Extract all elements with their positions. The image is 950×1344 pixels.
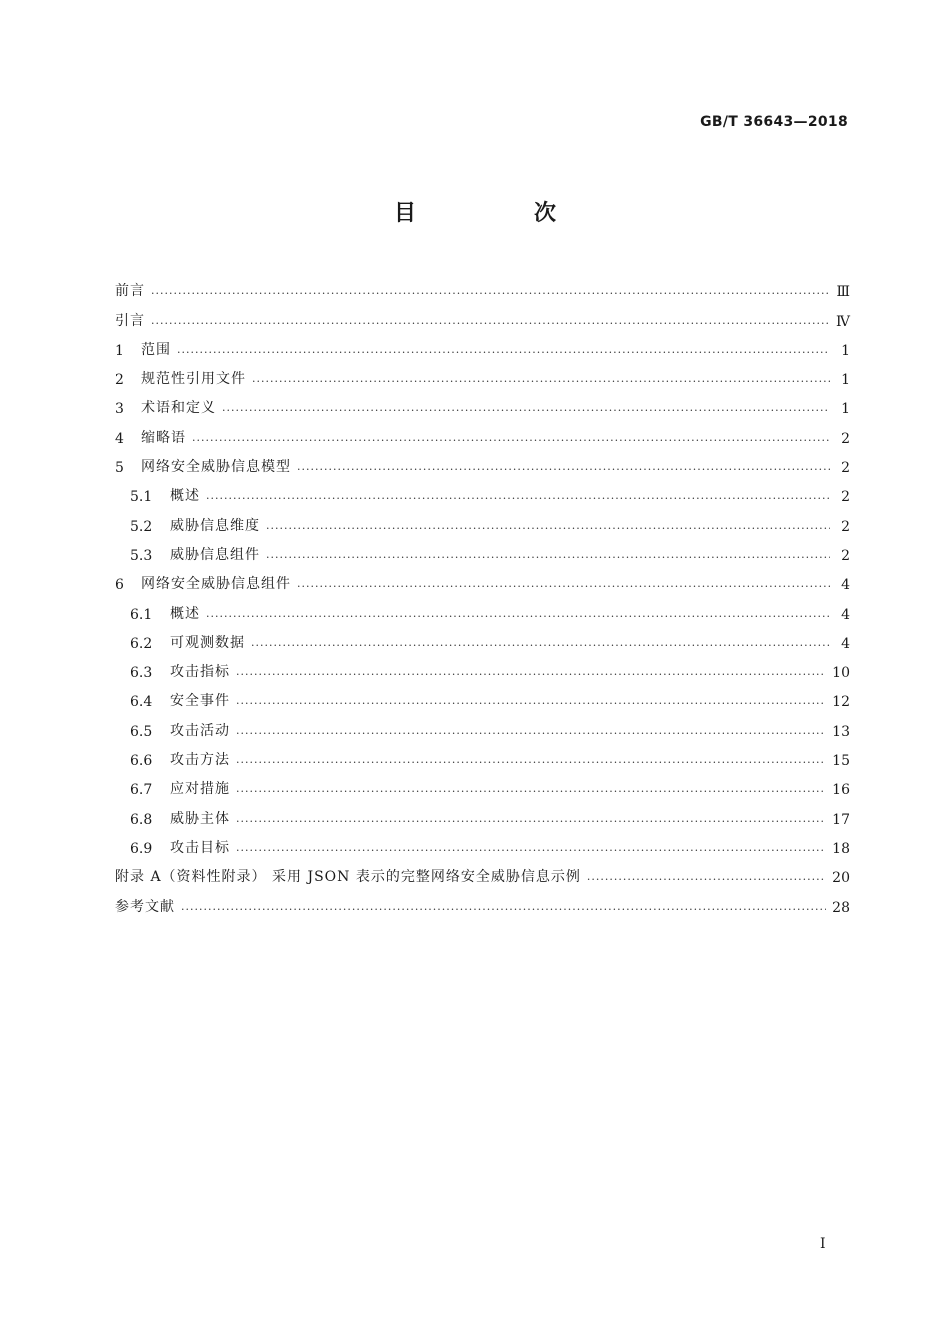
toc-dot-leader — [236, 668, 826, 681]
toc-entry-page: 2 — [841, 430, 850, 447]
toc-entry-page: 2 — [841, 460, 850, 477]
toc-entry-page: 2 — [841, 547, 850, 564]
toc-entry[interactable] — [115, 388, 850, 417]
toc-entry-page: 10 — [832, 665, 850, 682]
toc-entry-page: 17 — [832, 811, 850, 828]
toc-entry-label: 术语和定义 — [141, 400, 216, 417]
toc-entry[interactable] — [115, 769, 850, 798]
toc-entry[interactable] — [115, 505, 850, 534]
toc-dot-leader — [251, 639, 830, 652]
toc-entry-number: 5.2 — [130, 518, 153, 535]
page-title: 目 次 — [393, 201, 604, 226]
toc-entry-number: 6.2 — [130, 635, 153, 652]
toc-entry-label: 附录 A（资料性附录） 采用 JSON 表示的完整网络安全威胁信息示例 — [115, 869, 581, 886]
toc-dot-leader — [236, 844, 826, 857]
toc-entry-number: 3 — [115, 401, 124, 418]
toc-entry-page: 12 — [832, 694, 850, 711]
toc-entry-label: 威胁信息维度 — [170, 517, 260, 534]
toc-entry-page: 20 — [832, 870, 850, 887]
toc-entry[interactable] — [115, 798, 850, 827]
toc-entry-label: 攻击目标 — [170, 839, 230, 856]
toc-dot-leader — [181, 903, 826, 916]
toc-entry-page: 2 — [841, 489, 850, 506]
toc-dot-leader — [266, 522, 830, 535]
toc-entry-page: 4 — [841, 635, 850, 652]
toc-entry-page: 13 — [832, 723, 850, 740]
toc-entry-page: 18 — [832, 840, 850, 857]
toc-entry-label: 缩略语 — [141, 429, 186, 446]
toc-entry[interactable] — [115, 476, 850, 505]
toc-entry-label: 概述 — [170, 605, 200, 622]
toc-entry-number: 5.1 — [130, 489, 153, 506]
toc-entry-number: 6.9 — [130, 840, 153, 857]
toc-entry[interactable] — [115, 623, 850, 652]
toc-entry-label: 范围 — [141, 341, 171, 358]
toc-entry-number: 5 — [115, 460, 124, 477]
toc-entry-number: 6.4 — [130, 694, 153, 711]
toc-entry-page: 28 — [832, 899, 850, 916]
toc-dot-leader — [236, 815, 826, 828]
toc-entry-label: 网络安全威胁信息组件 — [141, 576, 291, 593]
toc-entry-number: 4 — [115, 430, 124, 447]
toc-entry-label: 参考文献 — [115, 898, 175, 915]
table-of-contents — [115, 271, 850, 916]
toc-entry[interactable] — [115, 300, 850, 329]
toc-entry[interactable] — [115, 652, 850, 681]
toc-entry-label: 安全事件 — [170, 693, 230, 710]
toc-dot-leader — [236, 785, 826, 798]
toc-entry-number: 6.3 — [130, 665, 153, 682]
toc-entry-page: 1 — [841, 342, 850, 359]
toc-entry[interactable] — [115, 828, 850, 857]
toc-dot-leader — [266, 551, 830, 564]
toc-entry[interactable] — [115, 271, 850, 300]
toc-entry-page: 2 — [841, 518, 850, 535]
toc-entry-number: 2 — [115, 372, 124, 389]
toc-entry[interactable] — [115, 886, 850, 915]
toc-dot-leader — [236, 697, 826, 710]
toc-entry-page: Ⅲ — [836, 284, 850, 301]
toc-dot-leader — [587, 873, 826, 886]
toc-dot-leader — [151, 287, 830, 300]
toc-entry[interactable] — [115, 564, 850, 593]
toc-entry[interactable] — [115, 681, 850, 710]
toc-entry-label: 规范性引用文件 — [141, 371, 246, 388]
toc-entry-label: 概述 — [170, 488, 200, 505]
toc-entry-number: 5.3 — [130, 547, 153, 564]
toc-dot-leader — [206, 492, 830, 505]
toc-entry[interactable] — [115, 359, 850, 388]
toc-dot-leader — [236, 727, 826, 740]
toc-entry-page: 1 — [841, 401, 850, 418]
toc-entry-label: 威胁主体 — [170, 810, 230, 827]
standard-code: GB/T 36643—2018 — [700, 114, 848, 130]
toc-dot-leader — [151, 317, 830, 330]
toc-entry-number: 6.7 — [130, 782, 153, 799]
toc-entry-label: 攻击活动 — [170, 722, 230, 739]
toc-entry-number: 6.6 — [130, 753, 153, 770]
toc-entry-label: 应对措施 — [170, 781, 230, 798]
toc-entry-page: 4 — [841, 577, 850, 594]
footer-page-number: I — [820, 1236, 826, 1252]
toc-dot-leader — [177, 346, 830, 359]
toc-entry[interactable] — [115, 330, 850, 359]
toc-entry-number: 1 — [115, 342, 124, 359]
toc-entry-label: 网络安全威胁信息模型 — [141, 459, 291, 476]
toc-entry[interactable] — [115, 417, 850, 446]
toc-dot-leader — [297, 580, 830, 593]
toc-entry-number: 6.5 — [130, 723, 153, 740]
toc-entry[interactable] — [115, 857, 850, 886]
toc-entry-page: Ⅳ — [836, 313, 850, 330]
toc-entry-page: 4 — [841, 606, 850, 623]
toc-dot-leader — [222, 404, 830, 417]
toc-entry-page: 16 — [832, 782, 850, 799]
toc-entry-label: 引言 — [115, 312, 145, 329]
toc-dot-leader — [236, 756, 826, 769]
toc-entry[interactable] — [115, 740, 850, 769]
toc-dot-leader — [206, 610, 830, 623]
toc-entry-label: 威胁信息组件 — [170, 546, 260, 563]
toc-entry-label: 前言 — [115, 283, 145, 300]
toc-entry[interactable] — [115, 593, 850, 622]
toc-entry-label: 可观测数据 — [170, 634, 245, 651]
toc-dot-leader — [252, 375, 830, 388]
toc-entry-page: 15 — [832, 753, 850, 770]
toc-dot-leader — [297, 463, 830, 476]
toc-entry-label: 攻击方法 — [170, 752, 230, 769]
toc-entry[interactable] — [115, 447, 850, 476]
toc-entry-number: 6 — [115, 577, 124, 594]
toc-entry-number: 6.8 — [130, 811, 153, 828]
toc-entry-number: 6.1 — [130, 606, 153, 623]
toc-entry[interactable] — [115, 535, 850, 564]
toc-entry[interactable] — [115, 710, 850, 739]
toc-entry-label: 攻击指标 — [170, 664, 230, 681]
toc-dot-leader — [192, 434, 830, 447]
toc-entry-page: 1 — [841, 372, 850, 389]
